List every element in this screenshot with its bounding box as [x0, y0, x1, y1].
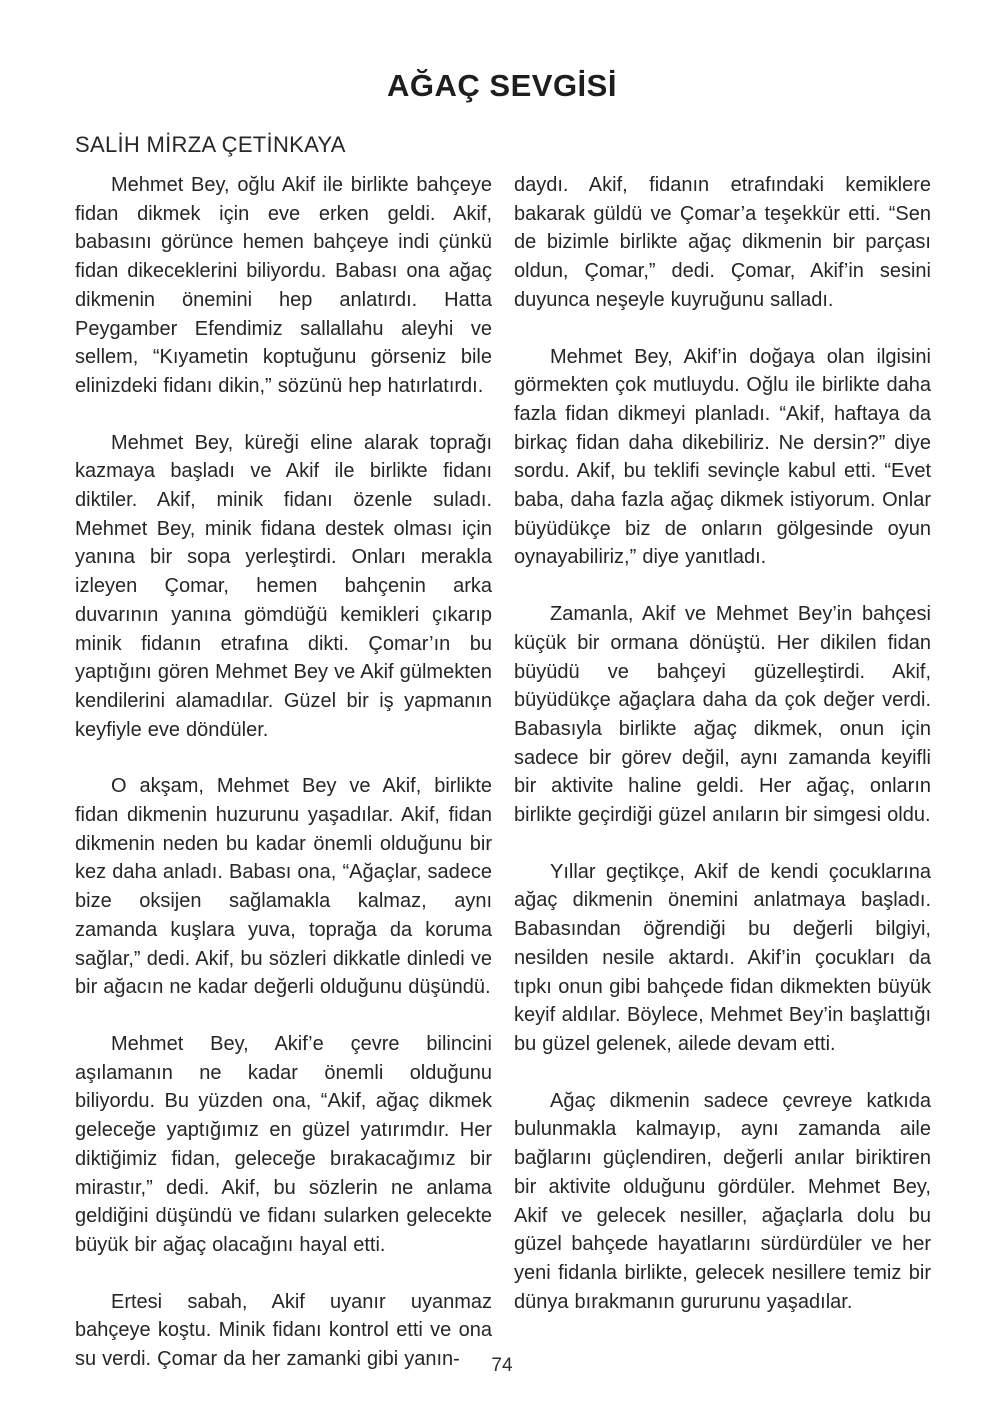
- paragraph: Yıllar geçtikçe, Akif de kendi çocuklarına ağaç dikmenin önemini anlatmaya başladı. Babasından öğrendiği bu değerli bilgiyi, nesilden nesile aktardı. Akif’in çocukları da tıpkı onun gibi bahçede fidan dikmekten büyük keyif aldılar. Böylece, Mehmet Bey’in başlattığı bu güzel gelenek, ailede devam etti.: [514, 860, 931, 1055]
- paragraph: Ağaç dikmenin sadece çevreye katkıda bulunmakla kalmayıp, aynı zamanda aile bağlarını güçlendiren, değerli anılar biriktiren bir aktivite olduğunu gördüler. Mehmet Bey, Akif ve gelecek nesiller, ağaçlarla dolu bu güzel bahçede hayatlarını sürdürdüler ve her yeni fidanla birlikte, gelecek nesillere temiz bir dünya bırakmanın gururunu yaşadılar.: [514, 1089, 931, 1313]
- paragraph: Mehmet Bey, küreği eline alarak toprağı kazmaya başladı ve Akif ile birlikte fidanı diktiler. Akif, minik fidanı özenle suladı. Mehmet Bey, minik fidana destek olması için yanına bir sopa yerleştirdi. Onları merakla izleyen Çomar, hemen bahçenin arka duvarının yanına gömdüğü kemikleri çıkarıp minik fidanın etrafına dikti. Çomar’ın bu yaptığını gören Mehmet Bey ve Akif gülmekten kendilerini alamadılar. Güzel bir iş yapmanın keyfiyle eve döndüler.: [75, 431, 492, 741]
- paragraph: Mehmet Bey, Akif’e çevre bilincini aşılamanın ne kadar önemli olduğunu biliyordu. Bu yüzden ona, “Akif, ağaç dikmek geleceğe yaptığımız en güzel yatırımdır. Her diktiğimiz fidan, geleceğe bırakacağımız bir mirastır,” dedi. Akif, bu sözlerin ne anlama geldiğini düşündü ve fidanı sularken gelecekte büyük bir ağaç olacağını hayal etti.: [75, 1032, 492, 1256]
- text-columns: [75, 171, 931, 1374]
- left-column: [75, 171, 492, 1374]
- paragraph: Zamanla, Akif ve Mehmet Bey’in bahçesi küçük bir ormana dönüştü. Her dikilen fidan büyüdü ve bahçeyi güzelleştirdi. Akif, büyüdükçe ağaçlara daha da çok değer verdi. Babasıyla birlikte ağaç dikmek, onun için sadece bir görev değil, aynı zamanda keyifli bir aktivite haline geldi. Her ağaç, onların birlikte geçirdiği güzel anıların bir simgesi oldu.: [514, 603, 931, 827]
- page-number: 74: [491, 1355, 513, 1376]
- page-title: AĞAÇ SEVGİSİ: [387, 68, 617, 103]
- right-column: [514, 171, 931, 1374]
- author-name: SALİH MİRZA ÇETİNKAYA: [75, 132, 346, 157]
- paragraph: Mehmet Bey, Akif’in doğaya olan ilgisini görmekten çok mutluydu. Oğlu ile birlikte daha fazla fidan dikmeyi planladı. “Akif, haftaya da birkaç fidan daha dikebiliriz. Ne dersin?” diye sordu. Akif, bu teklifi sevinçle kabul etti. “Evet baba, daha fazla ağaç dikmek istiyorum. Onlar büyüdükçe biz de onların gölgesinde oyun oynayabiliriz,” diye yanıtladı.: [514, 345, 931, 569]
- paragraph: daydı. Akif, fidanın etrafındaki kemiklere bakarak güldü ve Çomar’a teşekkür etti. “Sen de bizimle birlikte ağaç dikmenin bir parçası oldun, Çomar,” dedi. Çomar, Akif’in sesini duyunca neşeyle kuyruğunu salladı.: [514, 174, 931, 311]
- paragraph: Mehmet Bey, oğlu Akif ile birlikte bahçeye fidan dikmek için eve erken geldi. Akif, babasını görünce hemen bahçeye indi çünkü fidan dikeceklerini biliyordu. Babası ona ağaç dikmenin önemini hep anlatırdı. Hatta Peygamber Efendimiz sallallahu aleyhi ve sellem, “Kıyametin koptuğunu görseniz bile elinizdeki fidanı dikin,” sözünü hep hatırlatırdı.: [75, 174, 492, 397]
- paragraph: Ertesi sabah, Akif uyanır uyanmaz bahçeye koştu. Minik fidanı kontrol etti ve ona su verdi. Çomar da her zamanki gibi yanın-: [75, 1290, 492, 1371]
- paragraph: O akşam, Mehmet Bey ve Akif, birlikte fidan dikmenin huzurunu yaşadılar. Akif, fidan dikmenin neden bu kadar önemli olduğunu bir kez daha anladı. Babası ona, “Ağaçlar, sadece bize oksijen sağlamakla kalmaz, aynı zamanda kuşlara yuva, toprağa da koruma sağlar,” dedi. Akif, bu sözleri dikkatle dinledi ve bir ağacın ne kadar değerli olduğunu düşündü.: [75, 775, 492, 999]
